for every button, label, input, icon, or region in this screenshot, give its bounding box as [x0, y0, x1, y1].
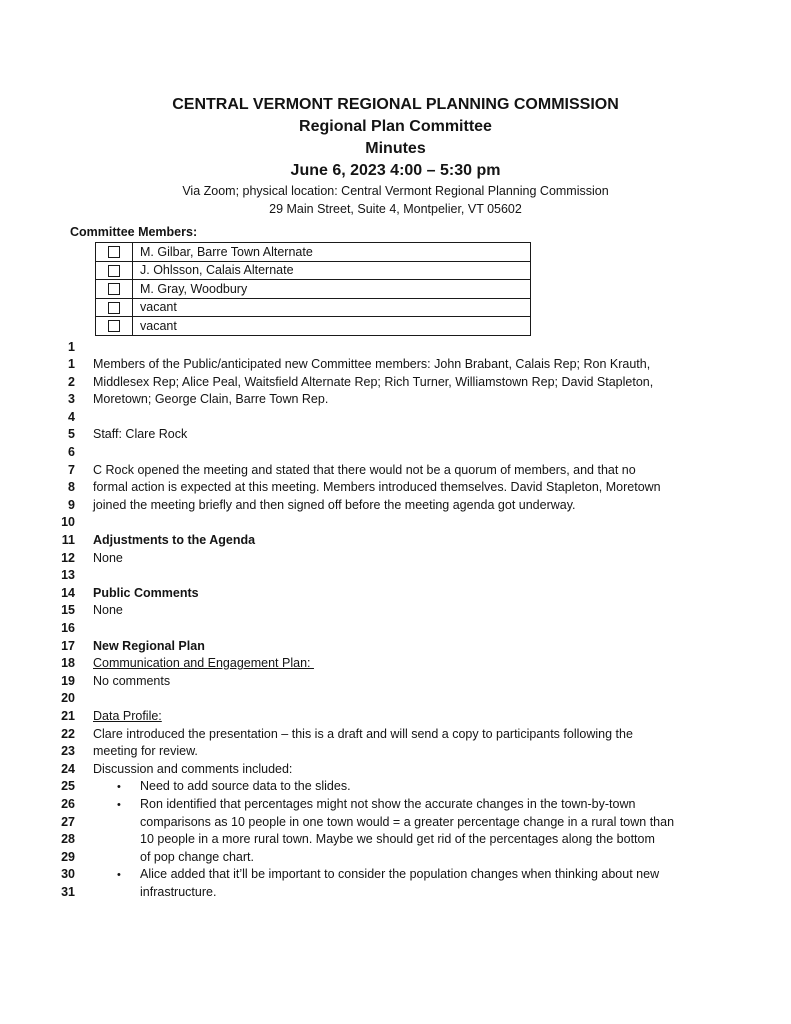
line-number: 6 [68, 445, 75, 460]
line-number: 4 [68, 409, 75, 424]
minutes-line [0, 831, 791, 849]
line-text: Discussion and comments included: [93, 761, 293, 776]
doc-type: Minutes [365, 140, 426, 157]
minutes-line [0, 479, 791, 497]
line-text: Middlesex Rep; Alice Peal, Waitsfield Alternate Rep; Rich Turner, Williamstown Rep; David Stapleton, [93, 374, 654, 389]
minutes-line [0, 814, 791, 832]
bullet-text: Alice added that it’ll be important to consider the population changes when thinking about new [140, 867, 660, 882]
minutes-line [0, 726, 791, 744]
line-text: of pop change chart. [140, 849, 254, 864]
minutes-line [0, 708, 791, 726]
minutes-line [0, 567, 791, 585]
attendance-checkbox-cell [96, 317, 133, 336]
bullet-text: Ron identified that percentages might not show the accurate changes in the town-by-town [140, 796, 636, 811]
line-number: 12 [61, 550, 75, 565]
line-text: Moretown; George Clain, Barre Town Rep. [93, 392, 329, 407]
minutes-line [0, 497, 791, 515]
member-row [96, 261, 531, 280]
line-number: 14 [61, 585, 75, 600]
line-text: New Regional Plan [93, 638, 205, 653]
line-number: 10 [61, 515, 75, 530]
committee-members-label: Committee Members: [70, 225, 198, 239]
committee-members-table [95, 242, 531, 336]
minutes-line [0, 778, 791, 796]
line-text: Communication and Engagement Plan: [93, 656, 314, 671]
line-number: 7 [68, 462, 75, 477]
line-text: 10 people in a more rural town. Maybe we should get rid of the percentages along the bottom [140, 832, 655, 847]
minutes-line [0, 655, 791, 673]
minutes-line [0, 339, 791, 357]
line-text: formal action is expected at this meeting. Members introduced themselves. David Stapleton, Moretown [93, 480, 661, 495]
attendance-checkbox-cell [96, 261, 133, 280]
line-number: 1 [68, 357, 75, 372]
minutes-line [0, 356, 791, 374]
line-text: Clare introduced the presentation – this is a draft and will send a copy to participants following the [93, 726, 633, 741]
line-number: 30 [61, 867, 75, 882]
minutes-line [0, 673, 791, 691]
minutes-line [0, 866, 791, 884]
line-number: 5 [68, 427, 75, 442]
line-text: comparisons as 10 people in one town would = a greater percentage change in a rural town than [140, 814, 675, 829]
line-text: joined the meeting briefly and then signed off before the meeting agenda got underway. [93, 497, 576, 512]
line-number: 16 [61, 621, 75, 635]
minutes-line [0, 690, 791, 708]
line-number: 1 [68, 339, 75, 354]
minutes-line [0, 620, 791, 638]
line-number: 9 [68, 497, 75, 512]
minutes-line [0, 743, 791, 761]
line-number: 25 [61, 779, 75, 794]
line-text: Adjustments to the Agenda [93, 533, 256, 548]
line-number: 26 [61, 796, 75, 811]
line-number: 20 [61, 691, 75, 706]
minutes-line [0, 884, 791, 902]
line-text [93, 796, 635, 815]
minutes-line [0, 462, 791, 480]
minutes-line [0, 550, 791, 568]
member-row [96, 280, 531, 299]
line-number: 8 [68, 480, 75, 495]
line-number: 11 [61, 533, 75, 548]
meeting-datetime: June 6, 2023 4:00 – 5:30 pm [290, 162, 501, 179]
line-number: 13 [61, 568, 75, 583]
meeting-location: Via Zoom; physical location: Central Vermont Regional Planning Commission [182, 184, 609, 198]
attendance-checkbox-cell [96, 243, 133, 262]
minutes-line [0, 796, 791, 814]
line-text: infrastructure. [140, 884, 217, 899]
line-number: 23 [61, 744, 75, 759]
member-name: J. Ohlsson, Calais Alternate [133, 261, 531, 280]
minutes-line [0, 426, 791, 444]
line-number: 2 [68, 374, 75, 389]
line-text: Members of the Public/anticipated new Committee members: John Brabant, Calais Rep; Ron Krauth, [93, 357, 651, 372]
attendance-checkbox-cell [96, 280, 133, 299]
line-number: 29 [61, 849, 75, 864]
line-number: 17 [61, 638, 75, 653]
checkbox-icon [108, 246, 120, 258]
minutes-line [0, 638, 791, 656]
member-name: M. Gilbar, Barre Town Alternate [133, 243, 531, 262]
member-name: vacant [133, 317, 531, 336]
line-text: meeting for review. [93, 744, 198, 759]
minutes-line [0, 391, 791, 409]
committee-title: Regional Plan Committee [299, 118, 492, 135]
member-row [96, 298, 531, 317]
line-text: Staff: Clare Rock [93, 427, 188, 442]
checkbox-icon [108, 283, 120, 295]
line-number: 31 [61, 884, 75, 899]
line-number: 3 [68, 392, 75, 407]
member-row [96, 317, 531, 336]
minutes-line [0, 849, 791, 867]
document-header [0, 0, 791, 218]
minutes-line [0, 585, 791, 603]
minutes-line [0, 409, 791, 427]
line-number: 22 [61, 726, 75, 741]
checkbox-icon [108, 302, 120, 314]
bullet-icon: • [117, 781, 121, 794]
minutes-line [0, 532, 791, 550]
member-row [96, 243, 531, 262]
minutes-line [0, 514, 791, 532]
minutes-line [0, 374, 791, 392]
line-number: 28 [61, 832, 75, 847]
line-number: 15 [61, 603, 75, 618]
bullet-text: Need to add source data to the slides. [140, 779, 351, 794]
line-text: Data Profile: [93, 708, 162, 723]
line-number: 24 [61, 761, 75, 776]
minutes-line [0, 602, 791, 620]
minutes-line [0, 761, 791, 779]
line-number: 21 [61, 708, 75, 723]
org-title: CENTRAL VERMONT REGIONAL PLANNING COMMISSION [172, 96, 619, 113]
attendance-checkbox-cell [96, 298, 133, 317]
bullet-icon: • [117, 869, 121, 882]
minutes-body [0, 339, 791, 902]
line-text: No comments [93, 673, 171, 688]
minutes-line [0, 444, 791, 462]
line-text: None [93, 550, 123, 565]
line-number: 19 [61, 673, 75, 688]
line-number: 27 [61, 814, 75, 829]
member-name: M. Gray, Woodbury [133, 280, 531, 299]
line-text [93, 866, 659, 885]
line-text: None [93, 603, 123, 618]
bullet-icon: • [117, 798, 121, 811]
line-text: C Rock opened the meeting and stated that there would not be a quorum of members, and that no [93, 462, 636, 477]
meeting-address: 29 Main Street, Suite 4, Montpelier, VT 05602 [269, 202, 522, 216]
line-text: Public Comments [93, 585, 199, 600]
checkbox-icon [108, 320, 120, 332]
line-number: 18 [61, 656, 75, 671]
checkbox-icon [108, 265, 120, 277]
line-text [93, 778, 351, 797]
member-name: vacant [133, 298, 531, 317]
